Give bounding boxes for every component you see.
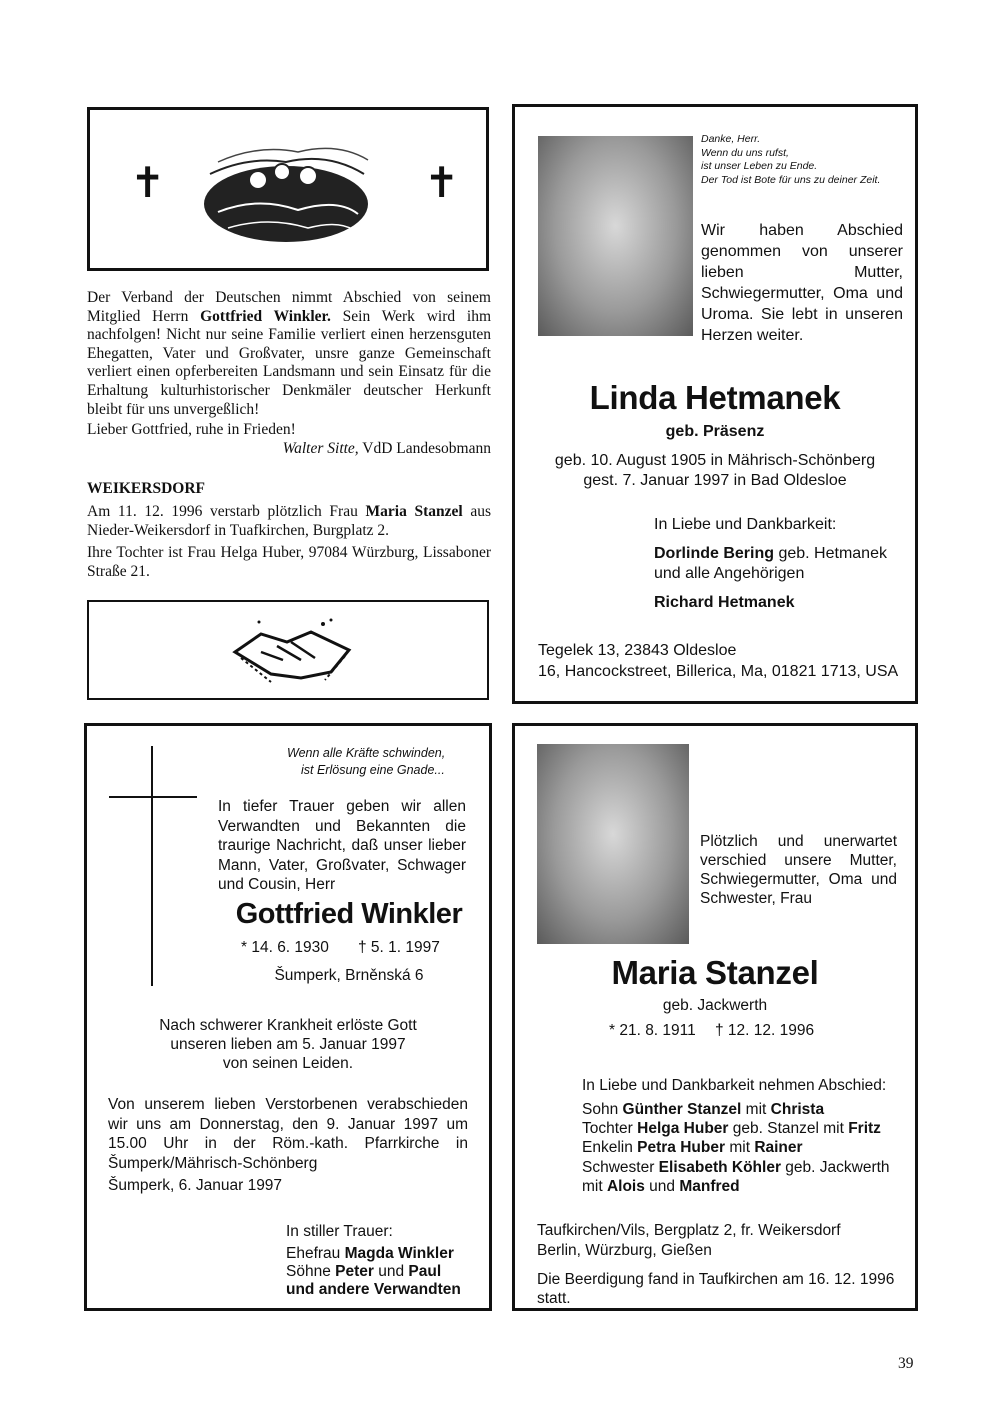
illness-line: von seinen Leiden. [222, 1055, 354, 1072]
date-line: Šumperk, 6. Januar 1997 [108, 1177, 283, 1194]
love-line: In Liebe und Dankbarkeit nehmen Abschied: [582, 1077, 887, 1094]
death-date: † 5. 1. 1997 [358, 939, 440, 956]
weikersdorf-paragraph-2: Ihre Tochter ist Frau Helga Huber, 97084 Würzburg, Lissaboner Straße 21. [87, 544, 491, 580]
deceased-name: Linda Hetmanek [589, 379, 841, 416]
obituary-card-maria [512, 723, 918, 1311]
cross-left-icon: ✝ [130, 158, 166, 207]
section-heading: WEIKERSDORF [87, 480, 205, 498]
intro-text: Wir haben Abschied genommen von unserer lieben Mutter, Schwiegermutter, Oma und Uroma. Sie lebt in unseren Herzen weiter. [701, 222, 903, 344]
cross-vertical-line [151, 746, 153, 986]
mourner-line-3: Richard Hetmanek [654, 594, 795, 611]
poem-line: Der Tod ist Bote für uns zu deiner Zeit. [701, 173, 881, 186]
poem-block [701, 133, 915, 187]
mourning-label: In stiller Trauer: [286, 1223, 393, 1240]
poem-line-2: ist Erlösung eine Gnade... [301, 763, 445, 777]
death-date: † 12. 12. 1996 [715, 1022, 815, 1039]
signature-line: Walter Sitte, VdD Landesobmann [282, 439, 491, 457]
portrait-photo-maria [537, 744, 689, 944]
handshake-icon [231, 612, 355, 690]
handshake-card [87, 600, 489, 700]
mourner-row: mit Alois und Manfred [582, 1177, 740, 1195]
mourner-line-1: Dorlinde Bering geb. Hetmanek [654, 545, 887, 562]
cross-right-icon: ✝ [424, 158, 460, 207]
cross-horizontal-line [109, 796, 197, 798]
address-line-1: Taufkirchen/Vils, Bergplatz 2, fr. Weikersdorf [537, 1222, 841, 1239]
love-line: In Liebe und Dankbarkeit: [654, 516, 837, 533]
address-line-2: 16, Hancockstreet, Billerica, Ma, 01821 1713, USA [538, 663, 899, 680]
mourner-row: Schwester Elisabeth Köhler geb. Jackwerth [582, 1158, 890, 1176]
family-line-3: und andere Verwandten [286, 1281, 461, 1298]
mourner-line-2: und alle Angehörigen [654, 565, 805, 582]
illness-block [87, 1016, 489, 1073]
poem-line: ist unser Leben zu Ende. [701, 160, 818, 172]
intro-text: Plötzlich und unerwartet verschied unsere Mutter, Schwiegermutter, Oma und Schwester, Frau [700, 833, 897, 907]
intro-text: In tiefer Trauer geben wir allen Verwandten und Bekannten die traurige Nachricht, daß unser lieber Mann, Vater, Großvater, Schwager und Cousin, Herr [218, 798, 466, 893]
death-line: gest. 7. Januar 1997 in Bad Oldesloe [583, 472, 847, 489]
address-line-1: Tegelek 13, 23843 Oldesloe [538, 642, 737, 659]
weikersdorf-paragraph-1: Am 11. 12. 1996 verstarb plötzlich Frau Maria Stanzel aus Nieder-Weikersdorf in Tuafkirchen, Burgplatz 2. [87, 502, 491, 539]
farewell-line: Lieber Gottfried, ruhe in Frieden! [87, 421, 296, 439]
maiden-name: geb. Präsenz [665, 423, 765, 440]
deceased-name: Gottfried Winkler [235, 898, 463, 930]
cross-card [87, 107, 489, 271]
mourners-list [582, 1100, 890, 1196]
obituary-card-gottfried [84, 723, 492, 1311]
burial-text: Die Beerdigung fand in Taufkirchen am 16. 12. 1996 statt. [537, 1271, 895, 1307]
family-line-2: Söhne Peter und Paul [286, 1263, 442, 1280]
association-text-block [87, 289, 491, 581]
portrait-photo-linda [538, 136, 693, 336]
obituary-card-linda [512, 104, 918, 704]
illness-line: Nach schwerer Krankheit erlöste Gott [159, 1017, 417, 1034]
mourner-row: Sohn Günther Stanzel mit Christa [582, 1101, 825, 1118]
landscape-flowers-icon [198, 132, 374, 248]
residence: Šumperk, Brněnská 6 [274, 967, 424, 984]
association-paragraph: Der Verband der Deutschen nimmt Abschied von seinem Mitglied Herrn Gottfried Winkler. Sein Werk wird ihm nachfolgen! Nicht nur seine Familie verliert einen herzensguten Ehegatten, Vater und Großvater, unsre ganze Gemeinschaft verliert einen opferbereiten Landsmann und sein Einsatz für die Erhaltung kulturhistorischer Denkmäler deutscher Herkunft bleibt für uns unvergeßlich! [87, 289, 492, 418]
address-line-2: Berlin, Würzburg, Gießen [537, 1242, 712, 1259]
maiden-name: geb. Jackwerth [662, 997, 768, 1014]
deceased-name: Maria Stanzel [611, 954, 819, 991]
mourner-row: Tochter Helga Huber geb. Stanzel mit Fritz [582, 1120, 881, 1138]
family-line-1: Ehefrau Magda Winkler [286, 1245, 454, 1262]
poem-line: Danke, Herr. [701, 133, 761, 145]
birth-line: geb. 10. August 1905 in Mährisch-Schönberg [554, 452, 876, 469]
mourner-row: Enkelin Petra Huber mit Rainer [582, 1139, 803, 1157]
funeral-text: Von unserem lieben Verstorbenen verabschieden wir uns am Donnerstag, den 9. Januar 1997 um 15.00 Uhr in der Röm.-kath. Pfarrkirche in Šumperk/Mährisch-Schönberg [108, 1096, 468, 1172]
birth-date: * 14. 6. 1930 [241, 939, 329, 956]
illness-line: unseren lieben am 5. Januar 1997 [170, 1036, 406, 1053]
poem-line-1: Wenn alle Kräfte schwinden, [287, 746, 446, 760]
poem-line: Wenn du uns rufst, [701, 146, 789, 159]
birth-date: * 21. 8. 1911 [609, 1022, 696, 1039]
page-number: 39 [898, 1355, 914, 1372]
